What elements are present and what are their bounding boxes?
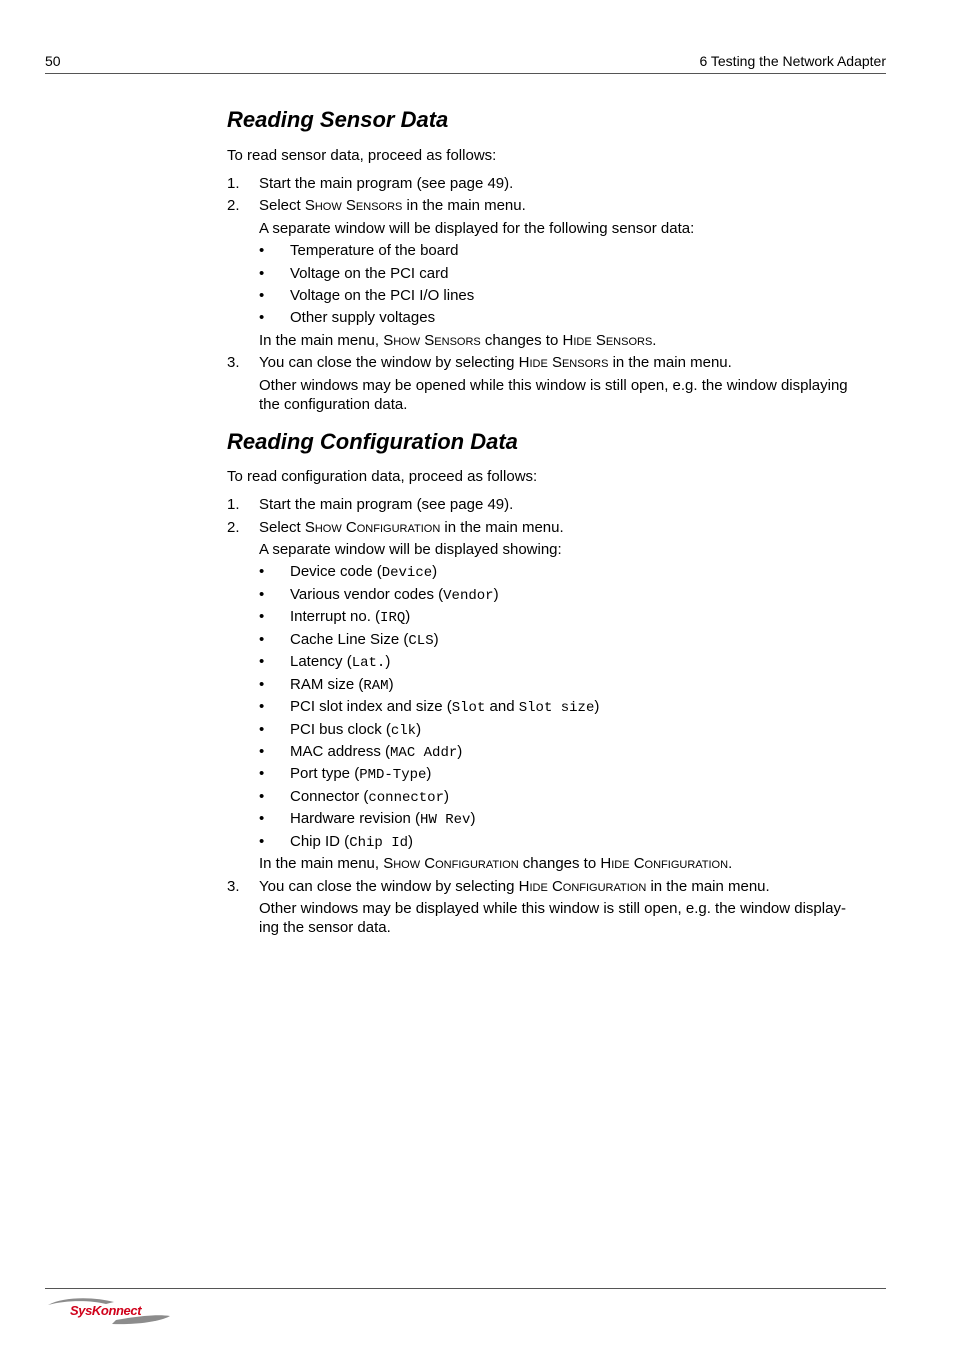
bullet-icon: • bbox=[259, 242, 265, 259]
config-item-hardware-revision: Hardware revision (HW Rev) bbox=[290, 810, 476, 828]
sensor-bullet-item: Voltage on the PCI card bbox=[290, 265, 449, 282]
bullet-icon: • bbox=[259, 608, 265, 625]
config-item-mac-address: MAC address (MAC Addr) bbox=[290, 743, 463, 761]
config-note-line2: ing the sensor data. bbox=[259, 919, 391, 936]
config-item-chip-id: Chip ID (Chip Id) bbox=[290, 833, 413, 851]
config-step1-text: Start the main program (see page 49). bbox=[259, 496, 514, 513]
bullet-icon: • bbox=[259, 833, 265, 850]
config-item-ram-size: RAM size (RAM) bbox=[290, 676, 394, 694]
config-menu-change-note: In the main menu, Show Configuration changes to Hide Configuration. bbox=[259, 855, 733, 872]
config-intro: To read configuration data, proceed as follows: bbox=[227, 468, 538, 485]
config-step2-text: Select Show Configuration in the main menu. bbox=[259, 519, 564, 536]
config-item-interrupt: Interrupt no. (IRQ) bbox=[290, 608, 411, 626]
menu-item-show-sensors: Show Sensors bbox=[304, 197, 403, 214]
footer-rule bbox=[45, 1288, 886, 1289]
config-item-port-type: Port type (PMD-Type) bbox=[290, 765, 432, 783]
running-header-title: 6 Testing the Network Adapter bbox=[699, 53, 886, 69]
sensor-step2-number: 2. bbox=[227, 197, 240, 214]
bullet-icon: • bbox=[259, 631, 265, 648]
config-step1-number: 1. bbox=[227, 496, 240, 513]
config-step3-number: 3. bbox=[227, 878, 240, 895]
sensor-step1-text: Start the main program (see page 49). bbox=[259, 175, 514, 192]
config-item-connector: Connector (connector) bbox=[290, 788, 449, 806]
config-item-latency: Latency (Lat.) bbox=[290, 653, 391, 671]
bullet-icon: • bbox=[259, 765, 265, 782]
bullet-icon: • bbox=[259, 676, 265, 693]
menu-item-hide-configuration: Hide Configuration bbox=[518, 878, 647, 895]
sensor-note-line1: Other windows may be opened while this window is still open, e.g. the window displaying bbox=[259, 377, 848, 394]
sensor-step2-text: Select Show Sensors in the main menu. bbox=[259, 197, 526, 214]
bullet-icon: • bbox=[259, 653, 265, 670]
config-item-cache-line-size: Cache Line Size (CLS) bbox=[290, 631, 439, 649]
config-item-vendor-codes: Various vendor codes (Vendor) bbox=[290, 586, 499, 604]
svg-text:SysKonnect: SysKonnect bbox=[70, 1303, 142, 1318]
config-step3-text: You can close the window by selecting Hide Configuration in the main menu. bbox=[259, 878, 770, 895]
bullet-icon: • bbox=[259, 287, 265, 304]
syskonnect-logo bbox=[46, 1296, 172, 1333]
bullet-icon: • bbox=[259, 788, 265, 805]
page-number: 50 bbox=[45, 53, 61, 69]
header-rule bbox=[45, 73, 886, 74]
section-title-sensor: Reading Sensor Data bbox=[227, 107, 449, 132]
config-step2-description: A separate window will be displayed showing: bbox=[259, 541, 562, 558]
sensor-bullet-item: Voltage on the PCI I/O lines bbox=[290, 287, 475, 304]
config-item-pci-slot: PCI slot index and size (Slot and Slot size) bbox=[290, 698, 600, 716]
config-item-pci-bus-clock: PCI bus clock (clk) bbox=[290, 721, 422, 739]
sensor-step3-text: You can close the window by selecting Hide Sensors in the main menu. bbox=[259, 354, 732, 371]
bullet-icon: • bbox=[259, 563, 265, 580]
sensor-note-line2: the configuration data. bbox=[259, 396, 408, 413]
bullet-icon: • bbox=[259, 698, 265, 715]
sensor-menu-change-note: In the main menu, Show Sensors changes to Hide Sensors. bbox=[259, 332, 657, 349]
sensor-bullet-item: Temperature of the board bbox=[290, 242, 459, 259]
sensor-step2-description: A separate window will be displayed for the following sensor data: bbox=[259, 220, 695, 237]
menu-item-hide-sensors: Hide Sensors bbox=[518, 354, 609, 371]
config-step2-number: 2. bbox=[227, 519, 240, 536]
sensor-step3-number: 3. bbox=[227, 354, 240, 371]
config-item-device-code: Device code (Device) bbox=[290, 563, 438, 581]
sensor-step1-number: 1. bbox=[227, 175, 240, 192]
bullet-icon: • bbox=[259, 810, 265, 827]
bullet-icon: • bbox=[259, 743, 265, 760]
sensor-bullet-item: Other supply voltages bbox=[290, 309, 436, 326]
bullet-icon: • bbox=[259, 721, 265, 738]
logo-swoosh-icon bbox=[46, 1296, 172, 1328]
section-title-config: Reading Configuration Data bbox=[227, 429, 518, 454]
config-note-line1: Other windows may be displayed while this window is still open, e.g. the window display- bbox=[259, 900, 846, 917]
sensor-intro: To read sensor data, proceed as follows: bbox=[227, 147, 497, 164]
bullet-icon: • bbox=[259, 586, 265, 603]
bullet-icon: • bbox=[259, 265, 265, 282]
menu-item-show-configuration: Show Configuration bbox=[304, 519, 441, 536]
bullet-icon: • bbox=[259, 309, 265, 326]
